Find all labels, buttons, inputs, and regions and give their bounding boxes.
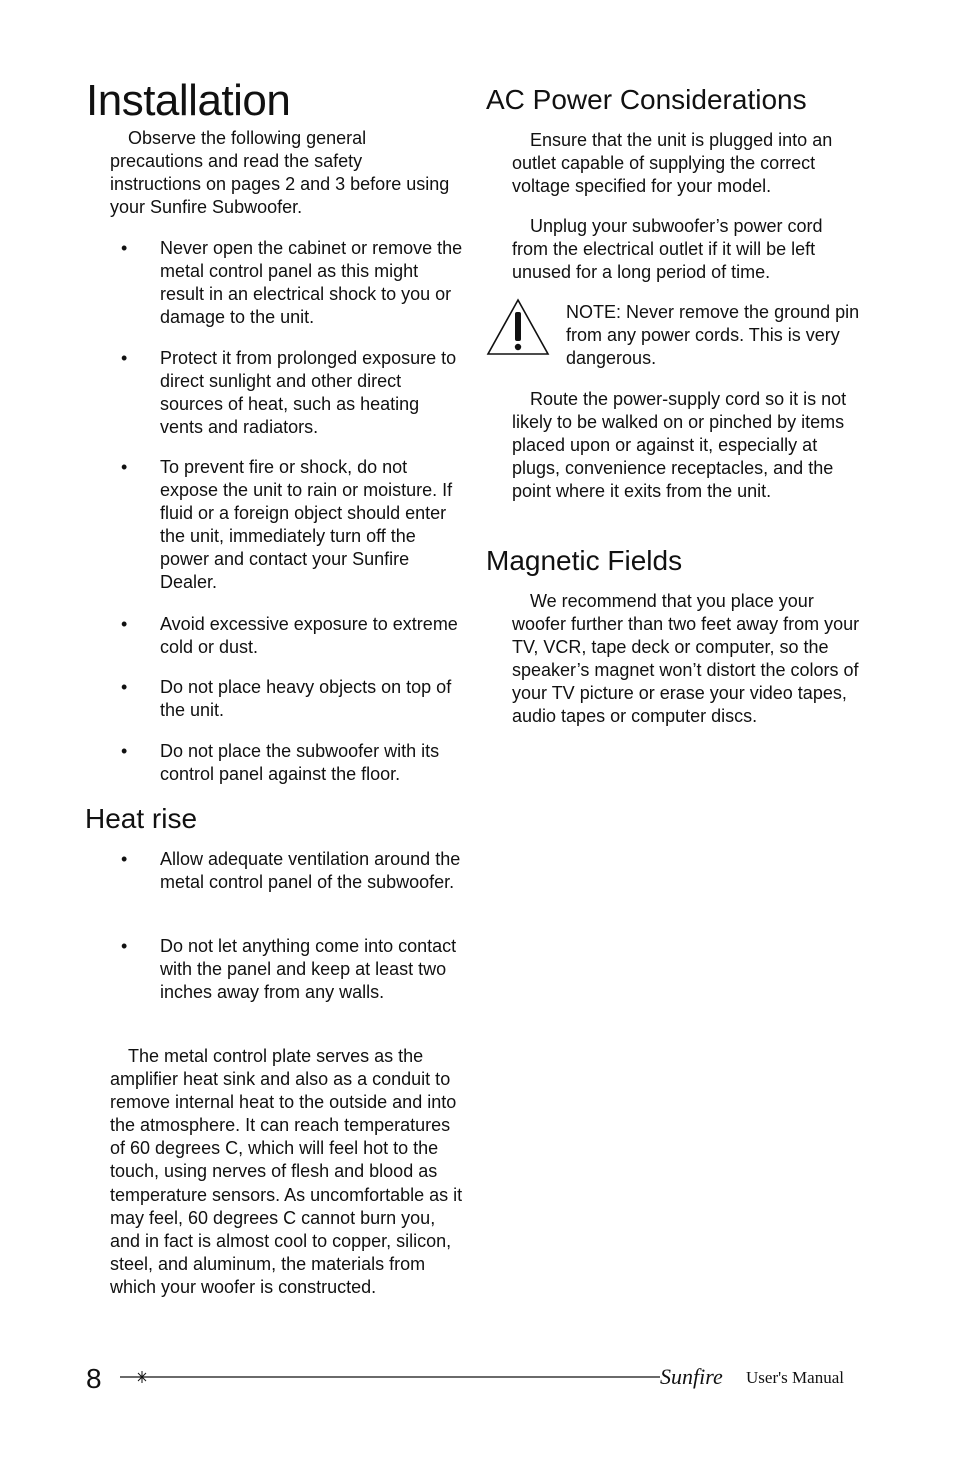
footer-manual-label: User's Manual [746,1368,844,1387]
precaution-text: Never open the cabinet or remove the metal control panel as this might result in an electrical shock to you or damage to the unit. [160,238,463,328]
precaution-text: Protect it from prolonged exposure to direct sunlight and other direct sources of heat, such as heating vents and radiators. [160,348,457,438]
intro-paragraph: Observe the following general precautions and read the safety instructions on pages 2 and 3 before using your Sunfire Subwoofer. [110,128,450,218]
bullet-icon: • [121,677,128,697]
page-title: Installation [86,76,291,125]
precaution-text: Do not place heavy objects on top of the unit. [160,677,452,721]
precaution-text: Avoid excessive exposure to extreme cold or dust. [160,614,458,658]
precaution-text: Do not place the subwoofer with its control panel against the floor. [160,741,440,785]
magnetic-fields-paragraph: We recommend that you place your woofer further than two feet away from your TV, VCR, tape deck or computer, so the speaker’s magnet won’t distort the colors of your TV picture or erase your video tapes, audio tapes or computer discs. [512,591,860,727]
precaution-text: To prevent fire or shock, do not expose the unit to rain or moisture. If fluid or a foreign object should enter the unit, immediately turn off the power and contact your Sunfire Dealer. [160,457,453,593]
heat-rise-text: Do not let anything come into contact with the panel and keep at least two inches away from any walls. [160,936,457,1003]
heat-rise-heading: Heat rise [85,803,198,834]
warning-note: NOTE: Never remove the ground pin from any power cords. This is very dangerous. [566,302,860,369]
bullet-icon: • [121,238,128,258]
bullet-icon: • [121,849,128,869]
bullet-icon: • [121,741,128,761]
warning-triangle-icon [486,298,550,356]
bullet-icon: • [121,457,128,477]
heat-rise-text: Allow adequate ventilation around the metal control panel of the subwoofer. [160,849,461,893]
bullet-icon: • [121,614,128,634]
ac-power-paragraph-2: Unplug your subwoofer’s power cord from the electrical outlet if it will be left unused for a long period of time. [512,216,823,283]
magnetic-fields-heading: Magnetic Fields [486,545,683,576]
bullet-icon: • [121,936,128,956]
star-ornament-icon [120,1367,660,1387]
ac-power-paragraph-1: Ensure that the unit is plugged into an outlet capable of supplying the correct voltage specified for your model. [512,130,833,197]
ac-power-paragraph-3: Route the power-supply cord so it is not likely to be walked on or pinched by items placed upon or against it, especially at plugs, convenience receptacles, and the point where it exits from the unit. [512,389,847,502]
heat-rise-paragraph: The metal control plate serves as the amplifier heat sink and also as a conduit to remove internal heat to the outside and into the atmosphere. It can reach temperatures of 60 degrees C, which will feel hot to the touch, using nerves of flesh and blood as temperature sensors. As uncomfortable as it may feel, 60 degrees C cannot burn you, and in fact is almost cool to copper, silicon, steel, and aluminum, the materials from which your woofer is constructed. [110,1046,463,1297]
page-number: 8 [86,1363,102,1394]
bullet-icon: • [121,348,128,368]
brand-logo: Sunfire [660,1364,723,1389]
ac-power-heading: AC Power Considerations [486,84,807,115]
